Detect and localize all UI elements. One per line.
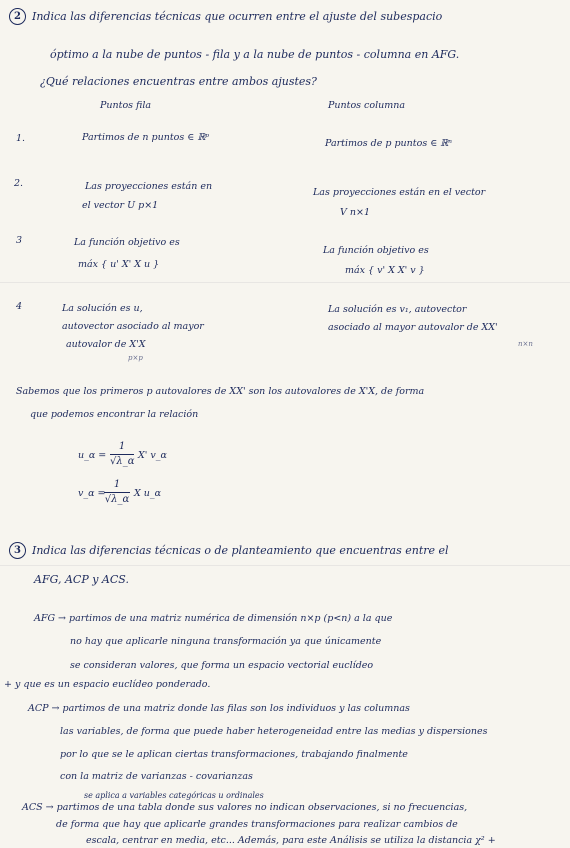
row-1-left: Partimos de n puntos ∈ ℝᵖ xyxy=(82,132,210,143)
equation-1-lhs: u_α = xyxy=(78,450,107,461)
question-2-line-1: Indica las diferencias técnicas que ocurren entre el ajuste del subespacio xyxy=(32,10,443,23)
acs-line-2: de forma que hay que aplicarle grandes transformaciones para realizar cambios de xyxy=(56,819,458,830)
row-1-right: Partimos de p puntos ∈ ℝⁿ xyxy=(325,138,453,149)
equation-1-denominator: √λ_α xyxy=(110,456,135,467)
note-pxp: p×p xyxy=(128,354,143,362)
row-3-number: 3 xyxy=(16,235,23,246)
row-3-right-line-2: máx { v' X X' v } xyxy=(345,265,425,276)
row-3-left-line-2: máx { u' X' X u } xyxy=(78,259,160,270)
header-puntos-fila: Puntos fila xyxy=(100,100,152,111)
equation-2-lhs: v_α = xyxy=(78,488,106,499)
row-2-number: 2. xyxy=(14,178,24,189)
question-2-number: 2 xyxy=(9,8,26,25)
equation-2-rhs: X u_α xyxy=(134,488,162,499)
equation-1-fraction xyxy=(110,441,134,468)
equation-2-fraction xyxy=(104,479,130,506)
row-4-right-line-2: asociado al mayor autovalor de XX' xyxy=(328,322,498,333)
conclusion-line-2: que podemos encontrar la relación xyxy=(30,409,199,420)
header-puntos-columna: Puntos columna xyxy=(328,100,406,111)
question-3-line-1: Indica las diferencias técnicas o de planteamiento que encuentras entre el xyxy=(32,544,449,557)
acs-line-1: ACS → partimos de una tabla donde sus valores no indican observaciones, si no frecuencias, xyxy=(22,802,468,813)
row-4-left-line-1: La solución es u, xyxy=(62,303,143,314)
equation-2-numerator: 1 xyxy=(113,479,121,490)
row-2-left-line-2: el vector U p×1 xyxy=(82,200,159,211)
acs-note: se aplica a variables categóricas u ordinales xyxy=(84,791,264,800)
row-2-left-line-1: Las proyecciones están en xyxy=(85,181,213,192)
afg-line-1: AFG → partimos de una matriz numérica de dimensión n×p (p<n) a la que xyxy=(34,613,393,624)
row-3-right-line-1: La función objetivo es xyxy=(323,245,429,256)
fraction-bar xyxy=(110,454,134,455)
question-3-number: 3 xyxy=(9,542,26,559)
row-2-right-line-2: V n×1 xyxy=(340,207,371,218)
equation-1-numerator: 1 xyxy=(118,441,126,452)
afg-line-4: + y que es un espacio euclídeo ponderado. xyxy=(4,679,211,690)
acp-line-1: ACP → partimos de una matriz donde las filas son los individuos y las columnas xyxy=(28,703,410,714)
equation-2-denominator: √λ_α xyxy=(104,494,130,505)
row-4-number: 4 xyxy=(16,301,23,312)
note-nxn: n×n xyxy=(518,340,533,348)
question-2-line-3: ¿Qué relaciones encuentras entre ambos ajustes? xyxy=(40,75,317,88)
row-4-left-line-3: autovalor de X'X xyxy=(66,339,146,350)
equation-1-rhs: X' v_α xyxy=(138,450,167,461)
acs-line-3: escala, centrar en media, etc... Además, para este Análisis se utiliza la distancia χ² + xyxy=(86,835,496,846)
fraction-bar xyxy=(104,492,130,493)
acp-line-3: por lo que se le aplican ciertas transformaciones, trabajando finalmente xyxy=(60,749,408,760)
row-4-left-line-2: autovector asociado al mayor xyxy=(62,321,204,332)
row-1-number: 1. xyxy=(16,133,26,144)
acp-line-4: con la matriz de varianzas - covarianzas xyxy=(60,771,253,782)
paper-fold-line xyxy=(0,565,570,566)
conclusion-line-1: Sabemos que los primeros p autovalores de XX' son los autovalores de X'X, de forma xyxy=(16,386,425,397)
acp-line-2: las variables, de forma que puede haber heterogeneidad entre las medias y dispersiones xyxy=(60,726,488,737)
row-3-left-line-1: La función objetivo es xyxy=(74,237,180,248)
afg-line-2: no hay que aplicarle ninguna transformación ya que únicamente xyxy=(70,636,382,647)
question-3-line-2: AFG, ACP y ACS. xyxy=(34,573,129,586)
question-2-line-2: óptimo a la nube de puntos - fila y a la nube de puntos - columna en AFG. xyxy=(50,48,460,61)
afg-line-3: se consideran valores, que forma un espacio vectorial euclídeo xyxy=(70,660,374,671)
row-4-right-line-1: La solución es v₁, autovector xyxy=(328,304,467,315)
paper-fold-line xyxy=(0,282,570,283)
row-2-right-line-1: Las proyecciones están en el vector xyxy=(313,187,486,198)
